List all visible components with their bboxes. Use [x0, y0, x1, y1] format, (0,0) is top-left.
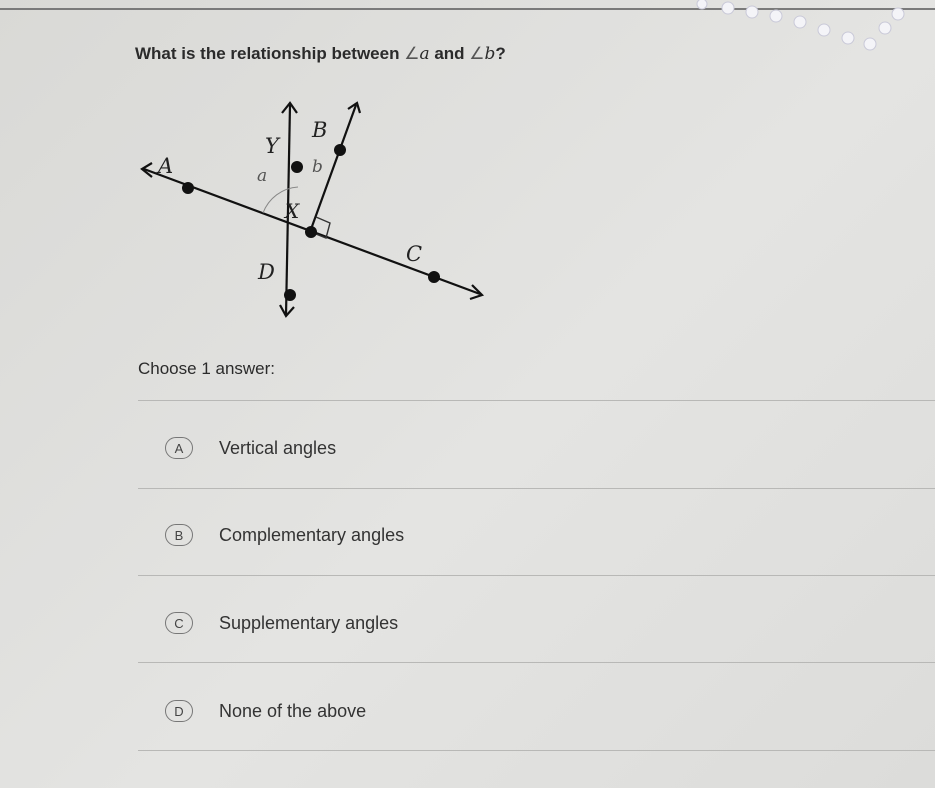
point-b — [334, 144, 346, 156]
question-text — [135, 44, 506, 64]
choice-label: Complementary angles — [219, 524, 405, 545]
choice-letter-badge: B — [165, 524, 193, 546]
label-y-point: Y — [265, 134, 279, 158]
angle-symbol-a: ∠ — [404, 44, 420, 63]
choice-letter-badge: C — [165, 612, 193, 634]
label-x-point: X — [285, 199, 300, 223]
point-d — [284, 289, 296, 301]
geometry-diagram — [130, 95, 500, 335]
label-b-point: B — [312, 118, 328, 142]
choice-a[interactable] — [165, 431, 336, 465]
label-d-point: D — [258, 260, 275, 284]
choice-label: Supplementary angles — [219, 612, 399, 633]
point-y — [291, 161, 303, 173]
angle-b-name: b — [484, 44, 496, 64]
choose-prompt: Choose 1 answer: — [138, 359, 276, 378]
point-a — [182, 182, 194, 194]
question-suffix: ? — [495, 44, 506, 63]
divider — [138, 750, 935, 751]
question-prefix: What is the relationship between — [135, 44, 405, 63]
choice-letter-badge: A — [165, 437, 193, 459]
divider — [138, 662, 935, 663]
divider — [138, 400, 935, 401]
label-angle-a: a — [257, 166, 268, 186]
angle-symbol-b: ∠ — [469, 44, 485, 63]
question-middle: and — [429, 44, 470, 63]
choice-label: None of the above — [219, 700, 367, 721]
choice-label: Vertical angles — [219, 437, 337, 458]
label-a-point: A — [158, 154, 174, 178]
point-x — [305, 226, 317, 238]
divider — [138, 575, 935, 576]
point-c — [428, 271, 440, 283]
label-angle-b: b — [312, 157, 323, 177]
choice-b[interactable] — [165, 518, 404, 552]
screen-glare-dots — [680, 0, 935, 70]
angle-a-name: a — [419, 44, 430, 64]
choice-letter-badge: D — [165, 700, 193, 722]
choice-c[interactable] — [165, 606, 398, 640]
label-c-point: C — [406, 242, 423, 266]
divider — [138, 488, 935, 489]
choice-d[interactable] — [165, 694, 366, 728]
